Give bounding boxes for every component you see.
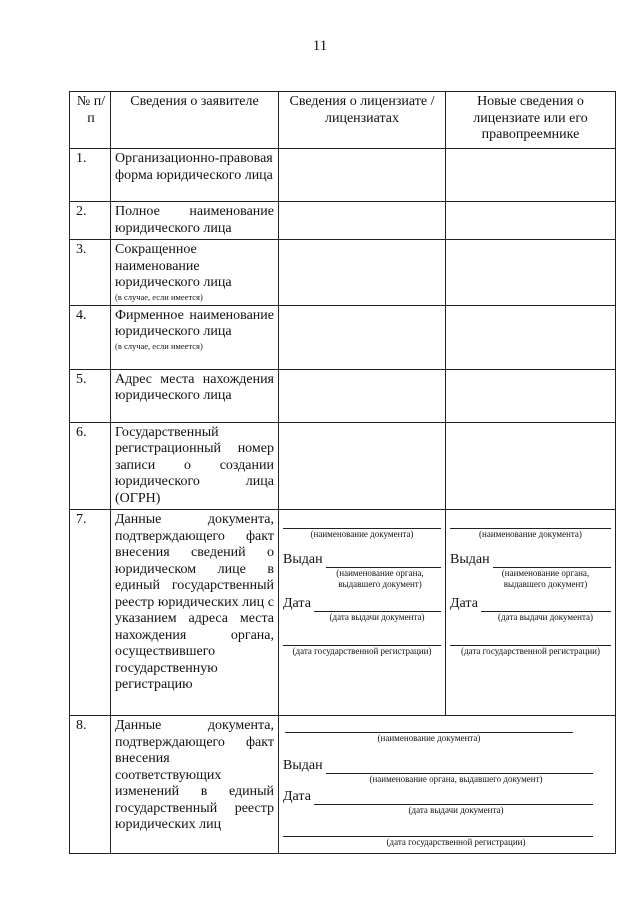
- header-new-info: Новые сведения о лицензиате или его правопреемнике: [446, 92, 616, 149]
- issue-date-caption: (дата выдачи документа): [408, 805, 504, 815]
- reg-date-line[interactable]: [283, 822, 593, 837]
- row-description-text: Сокращенное наименование юридического лица: [115, 242, 232, 290]
- doc-name-caption: (наименование документа): [377, 733, 481, 743]
- table-row: [70, 240, 616, 306]
- issued-row: [283, 758, 593, 774]
- reg-date-line[interactable]: [450, 631, 611, 646]
- table-row: [70, 369, 616, 422]
- new-info-field[interactable]: [446, 369, 616, 422]
- issuer-caption: (наименование органа, выдавшего документ): [336, 568, 424, 589]
- new-info-field[interactable]: [446, 240, 616, 306]
- date-label: Дата: [283, 789, 311, 804]
- row-note: (в случае, если имеется): [115, 291, 203, 302]
- row-description: Государственный регистрационный номер записи о создании юридического лица (ОГРН): [111, 422, 279, 510]
- table-row: [70, 202, 616, 240]
- doc-name-caption: (наименование документа): [479, 529, 582, 539]
- new-info-field[interactable]: [446, 422, 616, 510]
- table-row: [70, 422, 616, 510]
- issuer-caption: (наименование органа, выдавшего документ): [501, 568, 590, 589]
- row-description: Данные документа, подтверждающего факт внесения сведений о юридическом лице в единый государственный реестр юридических лиц с указанием адреса места нахождения органа, осуществившего государственную регистрацию: [111, 510, 279, 716]
- issued-line[interactable]: [326, 759, 593, 774]
- row-number: 8.: [70, 716, 111, 854]
- new-info-document-block: [446, 510, 616, 716]
- reg-date-caption: (дата государственной регистрации): [292, 646, 432, 656]
- table-row: [70, 716, 616, 854]
- issue-date-caption: (дата выдачи документа): [329, 612, 425, 622]
- row-description: Данные документа, подтверждающего факт внесения соответствующих изменений в единый государственный реестр юридических лиц: [111, 716, 279, 854]
- row-number: 4.: [70, 305, 111, 369]
- row-number: 2.: [70, 202, 111, 240]
- row-description: Организационно-правовая форма юридического лица: [111, 149, 279, 202]
- row-description: [111, 305, 279, 369]
- issued-line[interactable]: [493, 553, 611, 568]
- license-info-table: [69, 91, 616, 854]
- header-applicant: Сведения о заявителе: [111, 92, 279, 149]
- date-row: [283, 596, 441, 612]
- new-info-field[interactable]: [446, 202, 616, 240]
- row-description-text: Фирменное наименование юридического лица: [115, 307, 274, 339]
- issued-row: [283, 552, 441, 568]
- page-number: 11: [312, 38, 328, 54]
- header-num: № п/п: [70, 92, 111, 149]
- licensee-field[interactable]: [279, 240, 446, 306]
- row-number: 6.: [70, 422, 111, 510]
- date-line[interactable]: [481, 597, 611, 612]
- date-label: Дата: [450, 596, 478, 611]
- licensee-field[interactable]: [279, 422, 446, 510]
- licensee-document-block: [279, 510, 446, 716]
- issued-line[interactable]: [326, 553, 441, 568]
- table-row: [70, 149, 616, 202]
- issued-label: Выдан: [450, 552, 490, 567]
- date-label: Дата: [283, 596, 311, 611]
- date-row: [450, 596, 611, 612]
- issued-row: [450, 552, 611, 568]
- new-info-field[interactable]: [446, 305, 616, 369]
- table-header-row: [70, 92, 616, 149]
- row-number: 1.: [70, 149, 111, 202]
- row-number: 3.: [70, 240, 111, 306]
- table-row: [70, 510, 616, 716]
- reg-date-line[interactable]: [283, 631, 441, 646]
- doc-name-line[interactable]: [283, 514, 441, 529]
- reg-date-caption: (дата государственной регистрации): [386, 837, 526, 847]
- date-line[interactable]: [314, 597, 441, 612]
- doc-name-line[interactable]: [285, 718, 573, 733]
- issuer-caption: (наименование органа, выдавшего документ): [369, 774, 543, 784]
- issue-date-caption: (дата выдачи документа): [498, 612, 593, 622]
- changes-document-block: [279, 716, 616, 854]
- row-description: Адрес места нахождения юридического лица: [111, 369, 279, 422]
- header-licensee: Сведения о лицензиате /лицензиатах: [279, 92, 446, 149]
- row-description: [111, 240, 279, 306]
- doc-name-caption: (наименование документа): [310, 529, 414, 539]
- doc-name-line[interactable]: [450, 514, 611, 529]
- date-row: [283, 789, 593, 805]
- row-number: 5.: [70, 369, 111, 422]
- issued-label: Выдан: [283, 758, 323, 773]
- table-row: [70, 305, 616, 369]
- reg-date-caption: (дата государственной регистрации): [461, 646, 600, 656]
- row-number: 7.: [70, 510, 111, 716]
- licensee-field[interactable]: [279, 149, 446, 202]
- licensee-field[interactable]: [279, 369, 446, 422]
- licensee-field[interactable]: [279, 202, 446, 240]
- new-info-field[interactable]: [446, 149, 616, 202]
- licensee-field[interactable]: [279, 305, 446, 369]
- issued-label: Выдан: [283, 552, 323, 567]
- row-description: Полное наименование юридического лица: [111, 202, 279, 240]
- date-line[interactable]: [314, 790, 593, 805]
- row-note: (в случае, если имеется): [115, 340, 203, 351]
